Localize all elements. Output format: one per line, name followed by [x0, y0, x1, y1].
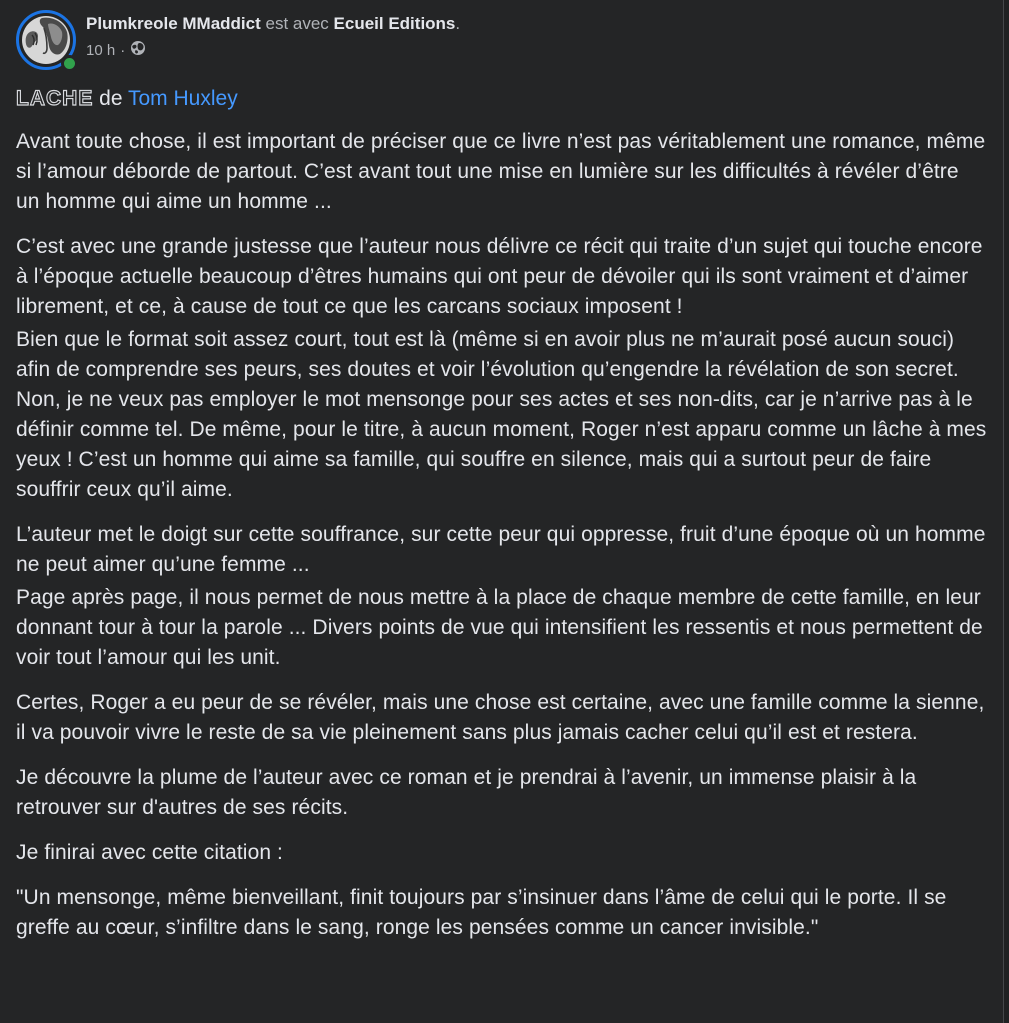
book-author-link[interactable]: Tom Huxley	[128, 87, 238, 110]
post-paragraph: Bien que le format soit assez court, tout est là (même si en avoir plus ne m’aurait posé aucun souci) afin de comprendre ses peurs, ses doutes et voir l’évolution qu’engendre la révélation de son secret. Non, je ne veux pas employer le mot mensonge pour ses actes et ses non-dits, car je n’arrive pas à le définir comme tel. De même, pour le titre, à aucun moment, Roger n’est apparu comme un lâche à mes yeux ! C’est un homme qui aime sa famille, qui souffre en silence, mais qui a surtout peur de faire souffrir ceux qu’il aime.	[16, 328, 987, 501]
timestamp-link[interactable]: 10 h	[86, 41, 116, 59]
name-line	[86, 13, 460, 35]
globe-icon	[130, 40, 146, 61]
post-paragraph: Avant toute chose, il est important de préciser que ce livre n’est pas véritablement une romance, même si l’amour déborde de partout. C’est avant tout une mise en lumière sur les difficultés à révéler d’être un homme qui aime un homme ...	[16, 130, 986, 213]
punctuation: .	[455, 14, 461, 33]
post-header	[16, 10, 987, 70]
dot-separator: ·	[120, 41, 126, 59]
post-paragraph: "Un mensonge, même bienveillant, finit toujours par s’insinuer dans l’âme de celui qui le porte. Il se greffe au cœur, s’infiltre dans le sang, ronge les pensées comme un cancer invisible."	[16, 886, 947, 939]
meta-line	[86, 40, 460, 61]
tagged-page-link[interactable]: Ecueil Editions	[333, 14, 456, 33]
post-paragraph: Je découvre la plume de l’auteur avec ce roman et je prendrai à l’avenir, un immense plaisir à la retrouver sur d'autres de ses récits.	[16, 766, 917, 819]
connector-text: est avec	[260, 14, 334, 33]
post-paragraph: Je finirai avec cette citation :	[16, 841, 283, 864]
post-paragraph: C’est avec une grande justesse que l’auteur nous délivre ce récit qui traite d’un sujet qui touche encore à l’époque actuelle beaucoup d’êtres humains qui ont peur de dévoiler qui ils sont vraiment et d’aimer librement, et ce, à cause de tout ce que les carcans sociaux imposent !	[16, 235, 983, 318]
book-title-stylized: LACHE	[16, 87, 94, 110]
post-body	[16, 127, 987, 943]
title-connector: de	[93, 87, 128, 110]
post-paragraph: L’auteur met le doigt sur cette souffrance, sur cette peur qui oppresse, fruit d’une époque où un homme ne peut aimer qu’une femme ...	[16, 523, 986, 576]
avatar[interactable]	[16, 10, 76, 70]
title-line	[16, 84, 987, 114]
author-link[interactable]: Plumkreole MMaddict	[86, 14, 261, 33]
post-paragraph: Certes, Roger a eu peur de se révéler, mais une chose est certaine, avec une famille comme la sienne, il va pouvoir vivre le reste de sa vie pleinement sans plus jamais cacher celui qu’il est et restera.	[16, 691, 985, 744]
post-paragraph: Page après page, il nous permet de nous mettre à la place de chaque membre de cette famille, en leur donnant tour à tour la parole ... Divers points de vue qui intensifient les ressentis et nous permettent de voir tout l’amour qui les unit.	[16, 586, 983, 669]
online-status-dot	[61, 55, 78, 72]
header-text	[86, 10, 460, 61]
